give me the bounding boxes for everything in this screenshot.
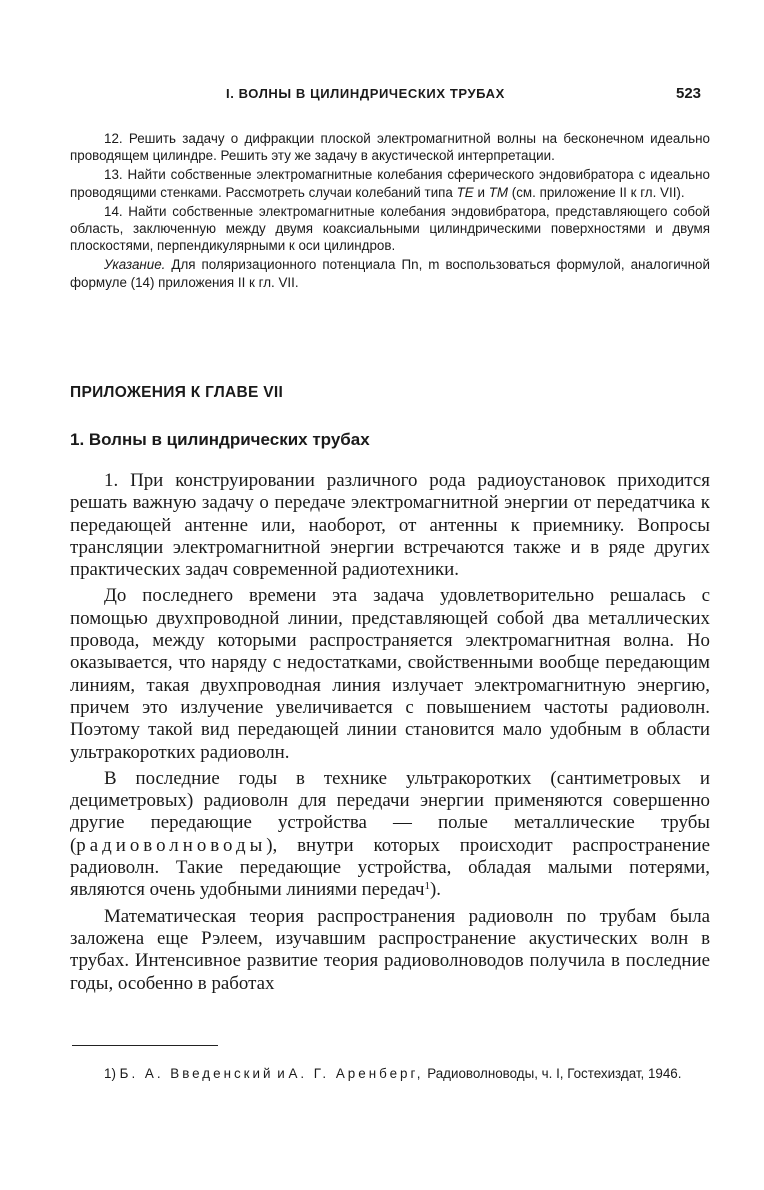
footnote-author-2: А. Г. Аренберг,	[288, 1066, 424, 1081]
problem-14: 14. Найти собственные электромагнитные колебания эндовибратора, представляющего собой область, заключенную между двумя коаксиальными цилиндрическими поверхностями и двумя плоскостями, перпендикулярными к оси цилиндров.	[70, 203, 710, 254]
hint-text-a: Для поляризационного потенциала	[171, 257, 396, 273]
paragraph-3-term: радиоволноводы	[76, 834, 267, 856]
problems-block	[70, 130, 710, 293]
problem-13-ref: (см. приложение II к гл. VII).	[511, 184, 685, 200]
paragraph-3-a: В последние годы в технике ультракоротких (сантиметровых и дециметровых) радиоволн для передачи энергии применяются совершенно другие передающие устройства — полые металлические трубы (	[70, 767, 710, 856]
paragraph-3-b: ), внутри которых происходит распространение радиоволн. Такие передающие устройства, обладая малыми потерями, являются очень удобными линиями передач	[70, 834, 710, 901]
problem-13-text: 13. Найти собственные электромагнитные колебания сферического эндовибратора с идеально проводящими стенками. Рассмотреть случаи колебаний типа	[70, 167, 710, 200]
paragraph-1: 1. При конструировании различного рода радиоустановок приходится решать важную задачу о передаче электромагнитной энергии от передатчика к передающей антенне или, наоборот, от антенны к приемнику. Вопросы трансляции электромагнитной энергии встречаются также и в ряде других практических задач современной радиотехники.	[70, 470, 710, 581]
paragraph-3-c: ).	[429, 879, 441, 901]
footnote-ref: 1	[424, 880, 430, 893]
paragraph-4: Математическая теория распространения радиоволн по трубам была заложена еще Рэлеем, изучавшим распространение акустических волн в трубах. Интенсивное развитие теория радиоволноводов получила в последние годы, особенно в работах	[70, 905, 710, 994]
running-title: I. ВОЛНЫ В ЦИЛИНДРИЧЕСКИХ ТРУБАХ	[226, 86, 505, 101]
paragraph-2: До последнего времени эта задача удовлетворительно решалась с помощью двухпроводной линии, представляющей собой два металлических провода, между которыми распространяется электромагнитная волна. Но оказывается, что наряду с недостатками, свойственными вообще передающим линиям, такая двухпроводная линия излучает электромагнитную энергию, причем это излучение увеличивается с повышением частоты радиоволн. Поэтому такой вид передающей линии становится мало удобным в области ультракоротких радиоволн.	[70, 585, 710, 763]
problem-14-hint	[70, 256, 710, 290]
footnote	[70, 1065, 710, 1083]
footnote-rule	[72, 1045, 218, 1046]
paragraph-3	[70, 768, 710, 902]
hint-text-b: воспользоваться формулой, аналогичной формуле (14) приложения II к гл. VII.	[70, 257, 710, 290]
footnote-author-1: Б. А. Введенский	[119, 1066, 274, 1081]
footnote-marker: 1)	[104, 1066, 116, 1081]
appendix-heading: ПРИЛОЖЕНИЯ К ГЛАВЕ VII	[70, 384, 284, 401]
footnote-and: и	[277, 1066, 285, 1081]
hint-symbol: Πn, m	[401, 257, 440, 273]
problem-12: 12. Решить задачу о дифракции плоской электромагнитной волны на бесконечном идеально проводящем цилиндре. Решить эту же задачу в акустической интерпретации.	[70, 131, 710, 164]
problem-13-te: TE	[456, 184, 474, 200]
section-heading: 1. Волны в цилиндрических трубах	[70, 430, 370, 449]
problem-13-tm: TM	[488, 184, 509, 200]
page-number: 523	[676, 85, 702, 102]
problem-13-and: и	[477, 184, 485, 200]
body-text	[70, 470, 710, 999]
hint-label: Указание.	[104, 257, 166, 273]
problem-13	[70, 166, 710, 200]
footnote-source: Радиоволноводы, ч. I, Гостехиздат, 1946.	[427, 1066, 682, 1081]
